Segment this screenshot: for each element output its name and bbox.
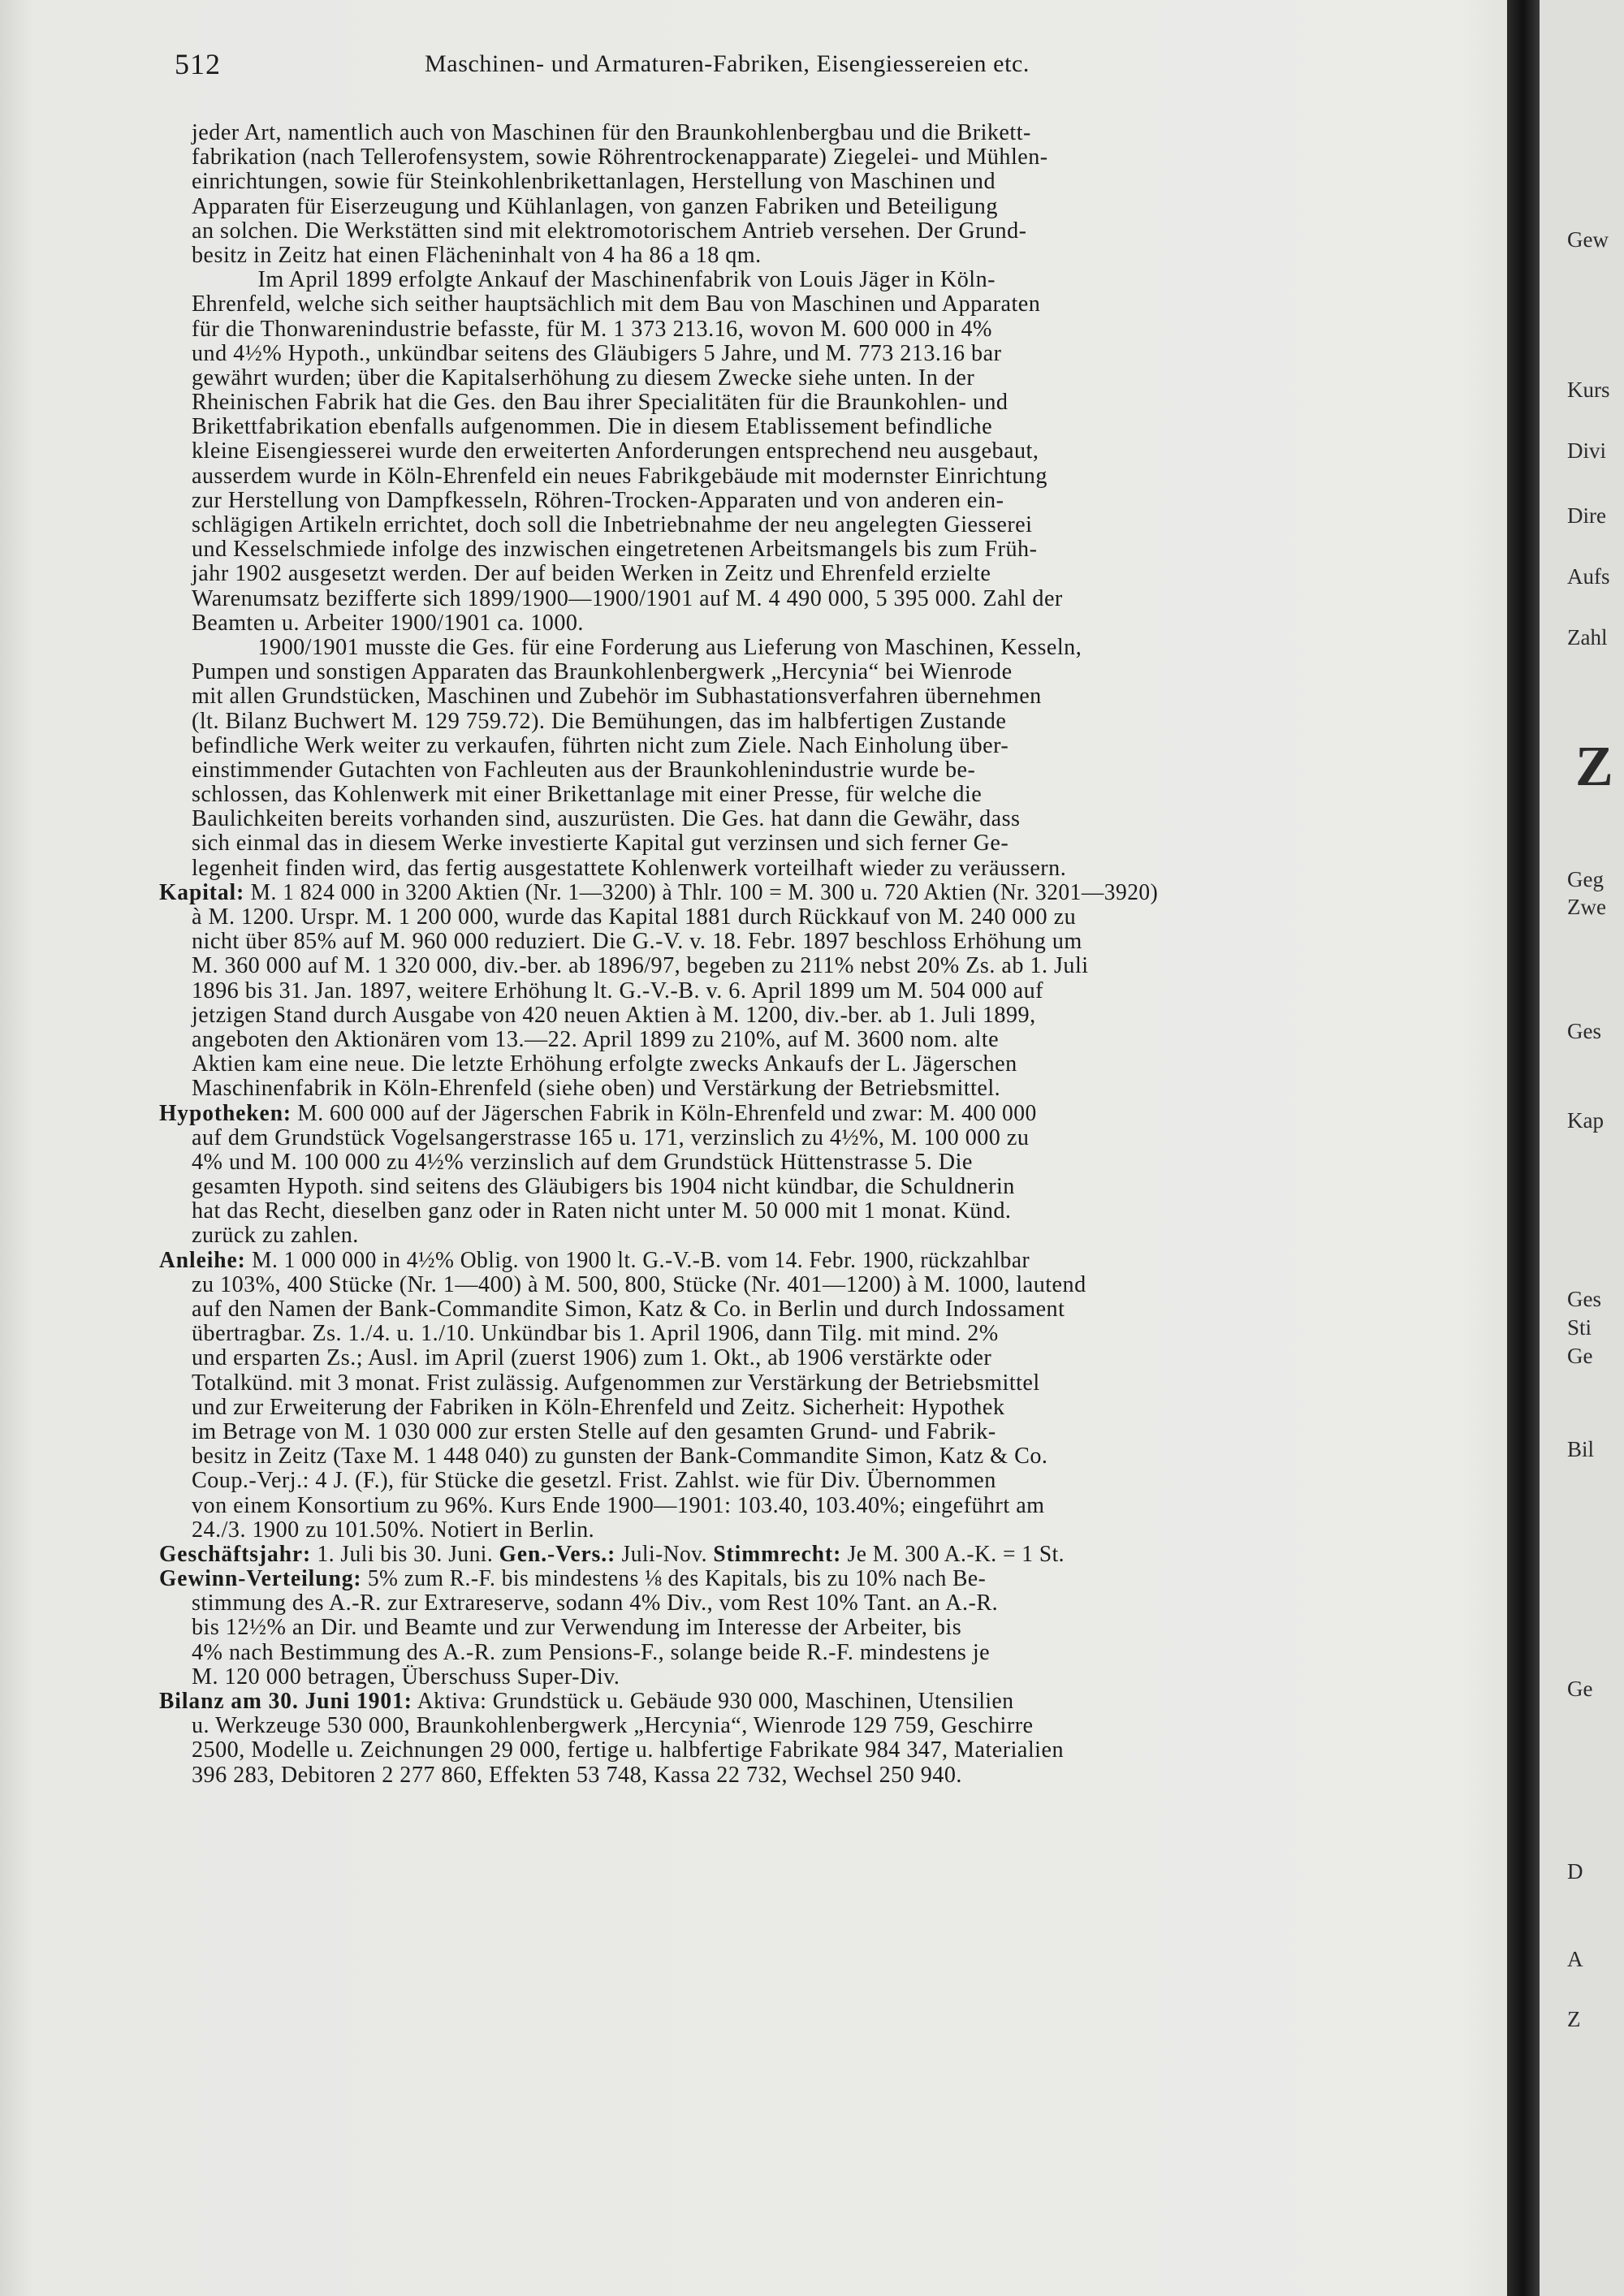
- margin-fragment: A: [1567, 1947, 1583, 1971]
- line-text: M. 1 824 000 in 3200 Aktien (Nr. 1—3200) à Thlr. 100 = M. 300 u. 720 Aktien (Nr. 3201—3920): [244, 878, 1159, 905]
- section-label: Stimmrecht:: [713, 1540, 842, 1567]
- text-line: zurück zu zahlen.: [192, 1222, 359, 1249]
- text-line: nicht über 85% auf M. 960 000 reduziert. Die G.-V. v. 18. Febr. 1897 beschloss Erhöhung um: [192, 928, 1082, 955]
- text-line: Baulichkeiten bereits vorhanden sind, auszurüsten. Die Ges. hat dann die Gewähr, dass: [192, 805, 1021, 832]
- text-line: à M. 1200. Urspr. M. 1 200 000, wurde das Kapital 1881 durch Rückkauf von M. 240 000 zu: [192, 904, 1077, 930]
- line-text: 1. Juli bis 30. Juni.: [311, 1540, 499, 1567]
- text-line: auf den Namen der Bank-Commandite Simon, Katz & Co. in Berlin und durch Indossament: [192, 1296, 1065, 1322]
- text-line: angeboten den Aktionären vom 13.—22. April 1899 zu 210%, auf M. 3600 nom. alte: [192, 1025, 1000, 1052]
- text-line: übertragbar. Zs. 1./4. u. 1./10. Unkündbar bis 1. April 1906, dann Tilg. mit mind. 2%: [192, 1320, 999, 1347]
- text-line: Apparaten für Eiserzeugung und Kühlanlagen, von ganzen Fabriken und Beteiligung: [192, 192, 998, 219]
- line-text: Aktiva: Grundstück u. Gebäude 930 000, Maschinen, Utensilien: [412, 1688, 1014, 1714]
- text-line: Aktien kam eine neue. Die letzte Erhöhung erfolgte zwecks Ankaufs der L. Jägerschen: [192, 1051, 1017, 1077]
- text-line: und zur Erweiterung der Fabriken in Köln-Ehrenfeld und Zeitz. Sicherheit: Hypothek: [192, 1393, 1005, 1420]
- text-line: [159, 880, 1458, 904]
- text-line: fabrikation (nach Tellerofensystem, sowie Röhrentrockenapparate) Ziegelei- und Mühlen-: [192, 144, 1048, 170]
- text-line: [159, 1566, 1458, 1590]
- section-label: Kapital:: [159, 878, 245, 905]
- running-header: [175, 47, 1506, 80]
- running-title: Maschinen- und Armaturen-Fabriken, Eisengiessereien etc.: [425, 50, 1030, 77]
- margin-fragment: Sti: [1567, 1315, 1592, 1340]
- margin-fragment: Aufs: [1567, 564, 1610, 589]
- text-line: für die Thonwarenindustrie befasste, für M. 1 373 213.16, wovon M. 600 000 in 4%: [192, 315, 992, 342]
- text-line: kleine Eisengiesserei wurde den erweiterten Anforderungen entsprechend neu ausgebaut,: [192, 438, 1039, 464]
- margin-fragment: Bil: [1567, 1437, 1595, 1461]
- text-line: Rheinischen Fabrik hat die Ges. den Bau ihrer Specialitäten für die Braunkohlen- und: [192, 389, 1009, 416]
- margin-fragment: Ges: [1567, 1287, 1601, 1311]
- text-line: gewährt wurden; über die Kapitalserhöhung zu diesem Zwecke siehe unten. In der: [192, 364, 975, 391]
- text-line: Ehrenfeld, welche sich seither hauptsächlich mit dem Bau von Maschinen und Apparaten: [192, 291, 1041, 317]
- text-line: und ersparten Zs.; Ausl. im April (zuerst 1906) zum 1. Okt., ab 1906 verstärkte oder: [192, 1344, 992, 1371]
- text-line: Totalkünd. mit 3 monat. Frist zulässig. Aufgenommen zur Verstärkung der Betriebsmittel: [192, 1369, 1040, 1396]
- text-line: 24./3. 1900 zu 101.50%. Notiert in Berlin.: [192, 1516, 595, 1543]
- margin-fragment: Zahl: [1567, 625, 1608, 650]
- text-line: zur Herstellung von Dampfkesseln, Röhren-Trocken-Apparaten und von anderen ein-: [192, 486, 1004, 513]
- text-line: 1896 bis 31. Jan. 1897, weitere Erhöhung lt. G.-V.-B. v. 6. April 1899 um M. 504 000 auf: [192, 977, 1044, 1003]
- margin-fragment: Z: [1575, 736, 1613, 798]
- text-line: [159, 1248, 1458, 1272]
- section-label: Hypotheken:: [159, 1099, 292, 1126]
- text-line: (lt. Bilanz Buchwert M. 129 759.72). Die Bemühungen, das im halbfertigen Zustande: [192, 707, 1007, 734]
- line-text: M. 1 000 000 in 4½% Oblig. von 1900 lt. G.-V.-B. vom 14. Febr. 1900, rückzahlbar: [245, 1246, 1030, 1273]
- margin-fragment: D: [1567, 1859, 1583, 1884]
- text-line: und 4½% Hypoth., unkündbar seitens des Gläubigers 5 Jahre, und M. 773 213.16 bar: [192, 339, 1002, 366]
- line-text: M. 600 000 auf der Jägerschen Fabrik in Köln-Ehrenfeld und zwar: M. 400 000: [292, 1099, 1037, 1126]
- text-line: befindliche Werk weiter zu verkaufen, führten nicht zum Ziele. Nach Einholung über-: [192, 732, 1009, 758]
- text-line: jahr 1902 ausgesetzt werden. Der auf beiden Werken in Zeitz und Ehrenfeld erzielte: [192, 560, 991, 587]
- margin-fragment: Ges: [1567, 1019, 1601, 1043]
- section-label: Gewinn-Verteilung:: [159, 1565, 362, 1592]
- text-line: hat das Recht, dieselben ganz oder in Raten nicht unter M. 50 000 mit 1 monat. Künd.: [192, 1198, 1012, 1224]
- page-number: 512: [175, 48, 221, 80]
- text-line: besitz in Zeitz (Taxe M. 1 448 040) zu gunsten der Bank-Commandite Simon, Katz & Co.: [192, 1443, 1048, 1470]
- margin-fragment: Kurs: [1567, 378, 1610, 402]
- margin-fragment: Divi: [1567, 438, 1607, 463]
- line-text: 5% zum R.-F. bis mindestens ⅛ des Kapitals, bis zu 10% nach Be-: [361, 1565, 987, 1592]
- text-line: Warenumsatz bezifferte sich 1899/1900—1900/1901 auf M. 4 490 000, 5 395 000. Zahl der: [192, 585, 1063, 611]
- text-line: einrichtungen, sowie für Steinkohlenbrikettanlagen, Herstellung von Maschinen und: [192, 168, 996, 195]
- text-line: jeder Art, namentlich auch von Maschinen für den Braunkohlenbergbau und die Brikett-: [192, 119, 1031, 145]
- text-line: Coup.-Verj.: 4 J. (F.), für Stücke die gesetzl. Frist. Zahlst. wie für Div. Übernommen: [192, 1467, 996, 1494]
- text-line: stimmung des A.-R. zur Extrareserve, sodann 4% Div., vom Rest 10% Tant. an A.-R.: [192, 1590, 999, 1616]
- text-line: Beamten u. Arbeiter 1900/1901 ca. 1000.: [192, 609, 584, 636]
- text-line: besitz in Zeitz hat einen Flächeninhalt von 4 ha 86 a 18 qm.: [192, 241, 762, 268]
- margin-fragment: Kap: [1567, 1108, 1604, 1133]
- text-line: [159, 1689, 1458, 1713]
- text-line: Im April 1899 erfolgte Ankauf der Maschinenfabrik von Louis Jäger in Köln-: [257, 266, 996, 293]
- margin-fragment: Dire: [1567, 503, 1606, 528]
- text-line: 4% nach Bestimmung des A.-R. zum Pensions-F., solange beide R.-F. mindestens je: [192, 1638, 991, 1665]
- text-line: zu 103%, 400 Stücke (Nr. 1—400) à M. 500, 800, Stücke (Nr. 401—1200) à M. 1000, lautend: [192, 1271, 1086, 1297]
- text-line: auf dem Grundstück Vogelsangerstrasse 165 u. 171, verzinslich zu 4½%, M. 100 000 zu: [192, 1124, 1030, 1150]
- text-line: 2500, Modelle u. Zeichnungen 29 000, fertige u. halbfertige Fabrikate 984 347, Materialien: [192, 1737, 1065, 1763]
- text-line: und Kesselschmiede infolge des inzwischen eingetretenen Arbeitsmangels bis zum Früh-: [192, 536, 1038, 563]
- text-line: Maschinenfabrik in Köln-Ehrenfeld (siehe oben) und Verstärkung der Betriebsmittel.: [192, 1075, 1001, 1102]
- text-line: Pumpen und sonstigen Apparaten das Braunkohlenbergwerk „Hercynia“ bei Wienrode: [192, 658, 1013, 685]
- margin-fragment: Geg: [1567, 867, 1604, 891]
- text-line: [159, 1101, 1458, 1125]
- text-line: 1900/1901 musste die Ges. für eine Forderung aus Lieferung von Maschinen, Kesseln,: [257, 633, 1082, 660]
- margin-fragment: Ge: [1567, 1677, 1593, 1701]
- text-line: im Betrage von M. 1 030 000 zur ersten Stelle auf den gesamten Grund- und Fabrik-: [192, 1418, 996, 1444]
- text-line: ausserdem wurde in Köln-Ehrenfeld ein neues Fabrikgebäude mit modernster Einrichtung: [192, 462, 1047, 489]
- text-line: M. 120 000 betragen, Überschuss Super-Div.: [192, 1663, 620, 1690]
- section-label: Geschäftsjahr:: [159, 1540, 312, 1567]
- text-line: schlossen, das Kohlenwerk mit einer Brikettanlage mit einer Presse, für welche die: [192, 781, 983, 808]
- text-line: legenheit finden wird, das fertig ausgestattete Kohlenwerk vorteilhaft wieder zu veräussern.: [192, 854, 1067, 881]
- text-line: mit allen Grundstücken, Maschinen und Zubehör im Subhastationsverfahren übernehmen: [192, 683, 1042, 710]
- section-label: Bilanz am 30. Juni 1901:: [159, 1688, 412, 1714]
- margin-fragment: Zwe: [1567, 895, 1606, 919]
- line-text: Je M. 300 A.-K. = 1 St.: [841, 1540, 1065, 1567]
- body-text: [159, 119, 1531, 1788]
- text-line: schlägigen Artikeln errichtet, doch soll die Inbetriebnahme der neu angelegten Giesserei: [192, 511, 1033, 537]
- text-line: gesamten Hypoth. sind seitens des Gläubigers bis 1904 nicht kündbar, die Schuldnerin: [192, 1173, 1015, 1200]
- adjacent-page-edge: [1540, 0, 1624, 2296]
- margin-fragment: Z: [1567, 2007, 1581, 2031]
- text-line: an solchen. Die Werkstätten sind mit elektromotorischem Antrieb versehen. Der Grund-: [192, 217, 1027, 244]
- text-line: bis 12½% an Dir. und Beamte und zur Verwendung im Interesse der Arbeiter, bis: [192, 1614, 962, 1641]
- text-line: 4% und M. 100 000 zu 4½% verzinslich auf dem Grundstück Hüttenstrasse 5. Die: [192, 1148, 973, 1175]
- margin-fragment: Gew: [1567, 227, 1609, 252]
- text-line: von einem Konsortium zu 96%. Kurs Ende 1900—1901: 103.40, 103.40%; eingeführt am: [192, 1491, 1045, 1518]
- line-text: Juli-Nov.: [615, 1540, 714, 1567]
- section-label: Anleihe:: [159, 1246, 246, 1273]
- text-line: u. Werkzeuge 530 000, Braunkohlenbergwerk „Hercynia“, Wienrode 129 759, Geschirre: [192, 1712, 1034, 1739]
- text-line: einstimmender Gutachten von Fachleuten aus der Braunkohlenindustrie wurde be-: [192, 756, 976, 783]
- margin-fragment: Ge: [1567, 1344, 1593, 1368]
- text-line: M. 360 000 auf M. 1 320 000, div.-ber. ab 1896/97, begeben zu 211% nebst 20% Zs. ab 1. Juli: [192, 952, 1089, 979]
- text-line: sich einmal das in diesem Werke investierte Kapital gut verzinsen und sich ferner Ge-: [192, 830, 1009, 857]
- section-label: Gen.-Vers.:: [499, 1540, 616, 1567]
- text-line: Brikettfabrikation ebenfalls aufgenommen. Die in diesem Etablissement befindliche: [192, 413, 993, 440]
- text-line: [159, 1542, 1458, 1566]
- text-line: 396 283, Debitoren 2 277 860, Effekten 53 748, Kassa 22 732, Wechsel 250 940.: [192, 1761, 962, 1788]
- text-line: jetzigen Stand durch Ausgabe von 420 neuen Aktien à M. 1200, div.-ber. ab 1. Juli 1899,: [192, 1001, 1036, 1028]
